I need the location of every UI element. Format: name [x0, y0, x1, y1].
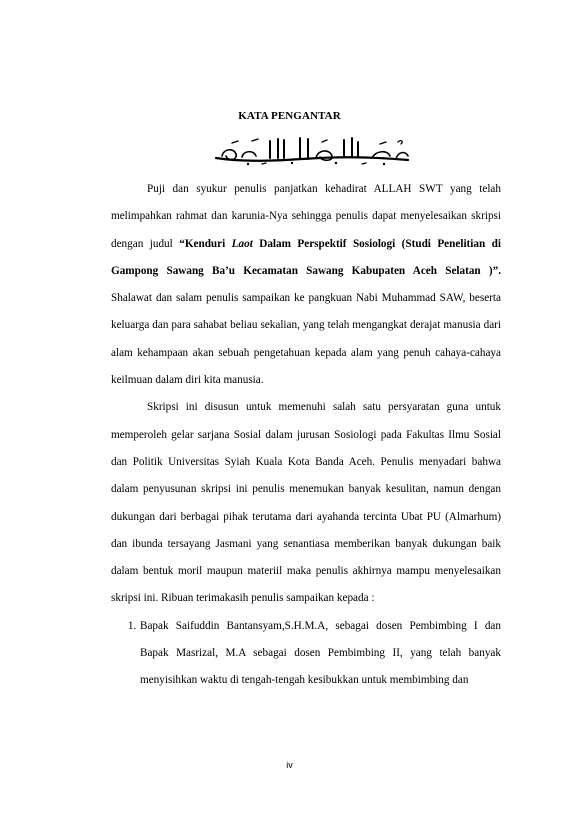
paragraph-1: [111, 176, 501, 394]
acknowledgement-list: [111, 613, 501, 695]
basmalah-calligraphy-icon: [212, 134, 416, 166]
paragraph-1-outro: Shalawat dan salam penulis sampaikan ke pangkuan Nabi Muhammad SAW, beserta keluarga dan para sahabat beliau sekalian, yang telah mengangkat derajat manusia dari alam kehampaan akan sebuah pengetahuan kepada alam yang penuh cahaya-cahaya keilmuan dalam diri kita manusia.: [111, 292, 501, 387]
thesis-title-open: “Kenduri: [179, 237, 232, 250]
thesis-title-rest: Dalam Perspektif Sosiologi (Studi Penelitian di Gampong Sawang Ba’u Kecamatan Sawang Kabupaten Aceh Selatan )”.: [111, 237, 501, 277]
page-number: iv: [286, 760, 293, 770]
paragraph-2: Skripsi ini disusun untuk memenuhi salah satu persyaratan guna untuk memperoleh gelar sarjana Sosial dalam jurusan Sosiologi pada Fakultas Ilmu Sosial dan Politik Universitas Syiah Kuala Kota Banda Aceh. Penulis menyadari bahwa dalam penyusunan skripsi ini penulis menemukan banyak kesulitan, namun dengan dukungan dari berbagai pihak terutama dari ayahanda tercinta Ubat PU (Almarhum) dan ibunda tersayang Jasmani yang senantiasa memberikan banyak dukungan baik dalam bentuk moril maupun materiil maka penulis akhirnya mampu menyelesaikan skripsi ini. Ribuan terimakasih penulis sampaikan kepada :: [111, 401, 501, 605]
thesis-title-italic: Laot: [231, 237, 253, 250]
body-text: [111, 176, 501, 695]
paragraph-1-intro: Puji dan syukur penulis panjatkan kehadirat ALLAH SWT yang telah melimpahkan rahmat dan karunia-Nya sehingga penulis dapat menyelesaikan skripsi dengan judul: [111, 183, 501, 250]
list-item: 1. Bapak Saifuddin Bantansyam,S.H.M.A, sebagai dosen Pembimbing I dan Bapak Masrizal, M.A sebagai dosen Pembimbing II, yang telah banyak menyisihkan waktu di tengah-tengah kesibukkan untuk membimbing dan: [139, 613, 501, 695]
page-title: KATA PENGANTAR: [238, 110, 341, 122]
